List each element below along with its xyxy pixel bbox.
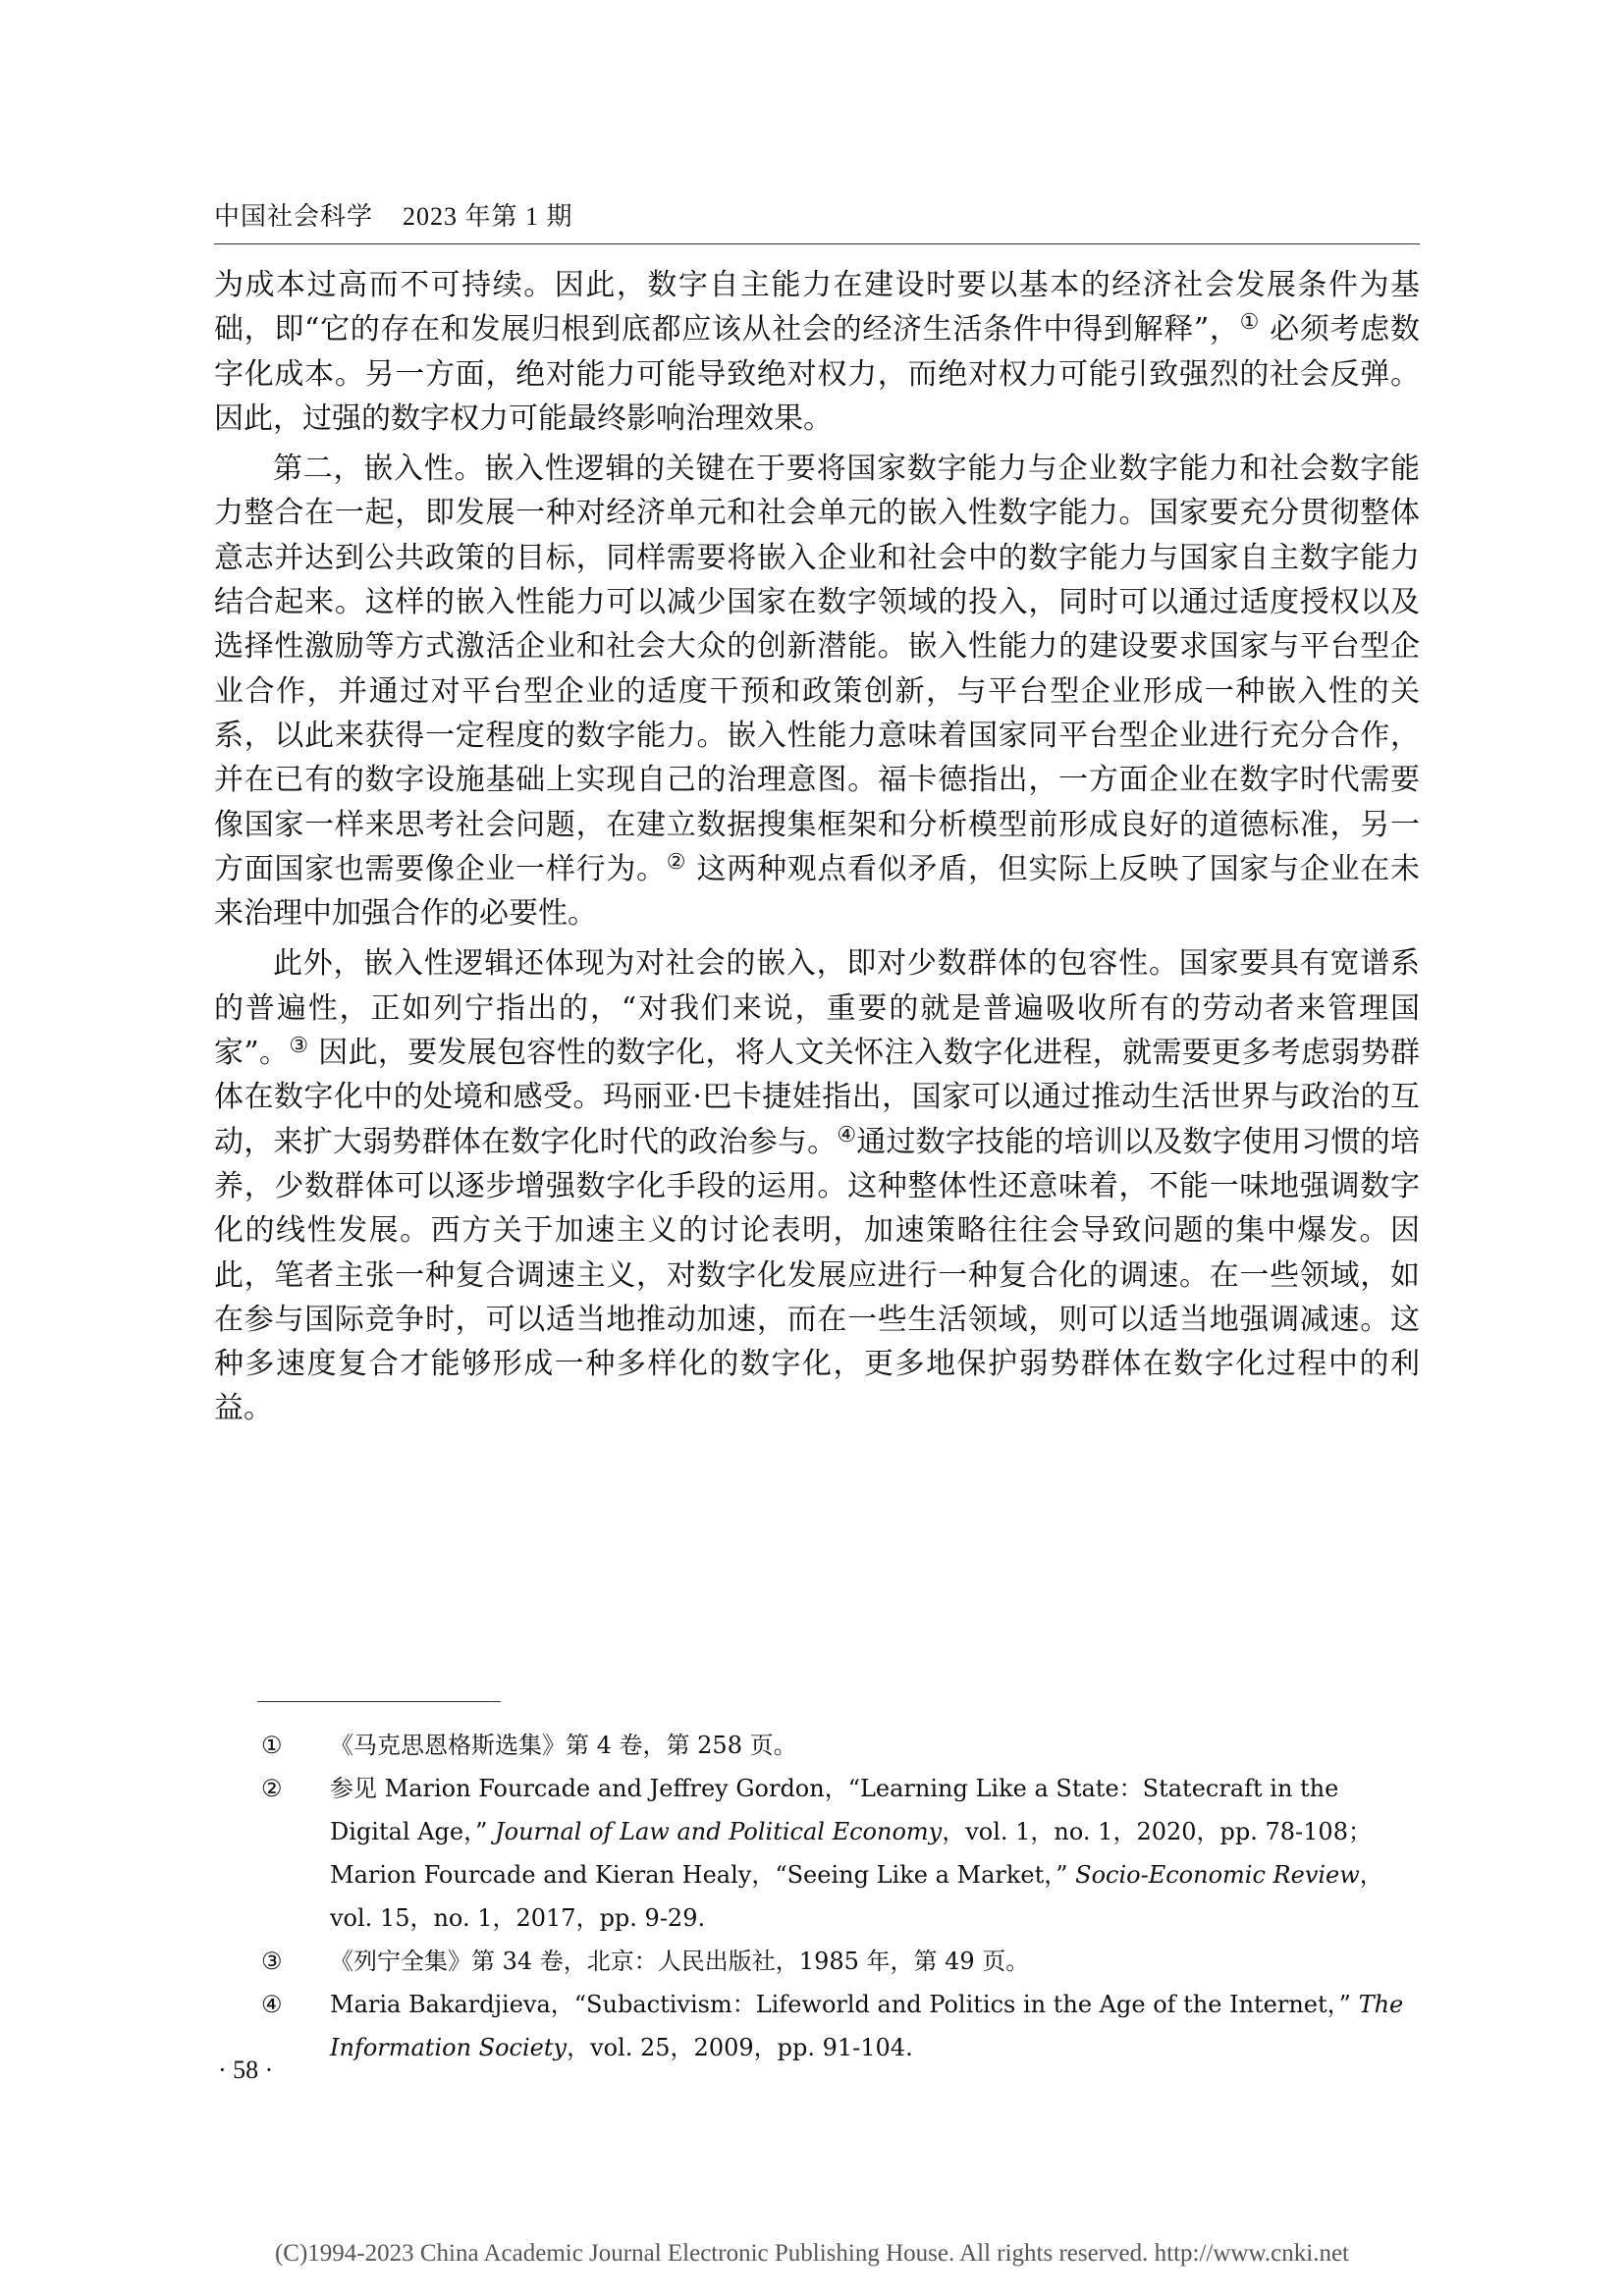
text-run: 《列宁全集》第 34 卷，北京：人民出版社，1985 年，第 49 页。 [330, 1948, 1030, 1975]
text-run: 《马克思恩格斯选集》第 4 卷，第 258 页。 [330, 1732, 797, 1759]
paragraph [214, 263, 1420, 441]
footnote-rule [257, 1701, 501, 1702]
footnote-marker: ④ [261, 1991, 283, 2018]
italic-title: Socio-Economic Review [1075, 1861, 1360, 1889]
journal-title: 中国社会科学 [214, 202, 374, 232]
text-run: Maria Bakardjieva，“Subactivism：Lifeworld and Politics in the Age of the Internet，” [330, 1991, 1359, 2018]
issue-label: 2023 年第 1 期 [403, 202, 573, 231]
body-text [214, 263, 1420, 1431]
footnote-ref[interactable]: ② [666, 849, 687, 875]
text-run: 通过数字技能的培训以及数字使用习惯的培养，少数群体可以逐步增强数字化手段的运用。这种整体性还意味着，不能一味地强调数字化的线性发展。西方关于加速主义的讨论表明，加速策略往往会导致问题的集中爆发。因此，笔者主张一种复合调速主义，对数字化发展应进行一种复合化的调速。在一些领域，如在参与国际竞争时，可以适当地推动加速，而在一些生活领域，则可以适当地强调减速。这种多速度复合才能够形成一种多样化的数字化，更多地保护弱势群体在数字化过程中的利益。 [214, 1124, 1421, 1426]
footnote-item [261, 1940, 1420, 1983]
footnote-item [261, 1724, 1420, 1767]
running-header [214, 196, 1420, 233]
paragraph [214, 447, 1420, 935]
footnote-ref[interactable]: ① [1239, 310, 1261, 336]
copyright-watermark: (C)1994-2023 China Academic Journal Electronic Publishing House. All rights reserved. http://www.cnki.net [274, 2240, 1350, 2267]
header-rule [214, 243, 1420, 244]
page-number: · 58 · [218, 2056, 274, 2084]
italic-title: The Information Society [330, 1991, 1404, 2061]
text-run: ，vol. 1，no. 1，2020，pp. 78-108；Marion Fourcade and Kieran Healy，“Seeing Like a Market，” [330, 1818, 1372, 1889]
footnote-marker: ③ [261, 1948, 283, 1975]
paragraph [214, 941, 1420, 1430]
text-run: 为成本过高而不可持续。因此，数字自主能力在建设时要以基本的经济社会发展条件为基础，即“它的存在和发展归根到底都应该从社会的经济生活条件中得到解释”， [214, 268, 1420, 347]
footnote-item [261, 1983, 1420, 2069]
footnote-ref[interactable]: ④ [837, 1122, 857, 1148]
text-run: 因此，要发展包容性的数字化，将人文关怀注入数字化进程，就需要更多考虑弱势群体在数字化中的处境和感受。玛丽亚·巴卡捷娃指出，国家可以通过推动生活世界与政治的互动，来扩大弱势群体在数字化时代的政治参与。 [214, 1036, 1420, 1159]
footnote-marker: ② [261, 1775, 283, 1802]
italic-title: Journal of Law and Political Economy [495, 1818, 943, 1845]
footnote-ref[interactable]: ③ [289, 1034, 309, 1059]
footnotes [261, 1724, 1420, 2069]
footnote-item [261, 1767, 1420, 1940]
footnote-marker: ① [261, 1732, 283, 1759]
text-run: ，vol. 25，2009，pp. 91-104. [567, 2034, 913, 2061]
text-run: 此外，嵌入性逻辑还体现为对社会的嵌入，即对少数群体的包容性。国家要具有宽谱系的普遍性，正如列宁指出的，“对我们来说，重要的就是普遍吸收所有的劳动者来管理国家”。 [214, 946, 1420, 1071]
text-run: ，vol. 15，no. 1，2017，pp. 9-29. [330, 1861, 1383, 1932]
text-run: 必须考虑数字化成本。另一方面，绝对能力可能导致绝对权力，而绝对权力可能引致强烈的社会反弹。因此，过强的数字权力可能最终影响治理效果。 [214, 312, 1420, 436]
text-run: 这两种观点看似矛盾，但实际上反映了国家与企业在未来治理中加强合作的必要性。 [214, 851, 1421, 932]
text-run: 第二，嵌入性。嵌入性逻辑的关键在于要将国家数字能力与企业数字能力和社会数字能力整合在一起，即发展一种对经济单元和社会单元的嵌入性数字能力。国家要充分贯彻整体意志并达到公共政策的目标，同样需要将嵌入企业和社会中的数字能力与国家自主数字能力结合起来。这样的嵌入性能力可以减少国家在数字领域的投入，同时可以通过适度授权以及选择性激励等方式激活企业和社会大众的创新潜能。嵌入性能力的建设要求国家与平台型企业合作，并通过对平台型企业的适度干预和政策创新，与平台型企业形成一种嵌入性的关系，以此来获得一定程度的数字能力。嵌入性能力意味着国家同平台型企业进行充分合作，并在已有的数字设施基础上实现自己的治理意图。福卡德指出，一方面企业在数字时代需要像国家一样来思考社会问题，在建立数据搜集框架和分析模型前形成良好的道德标准，另一方面国家也需要像企业一样行为。 [214, 452, 1420, 886]
text-run: 参见 Marion Fourcade and Jeffrey Gordon，“Learning Like a State：Statecraft in the Digital Age，” [330, 1775, 1339, 1845]
